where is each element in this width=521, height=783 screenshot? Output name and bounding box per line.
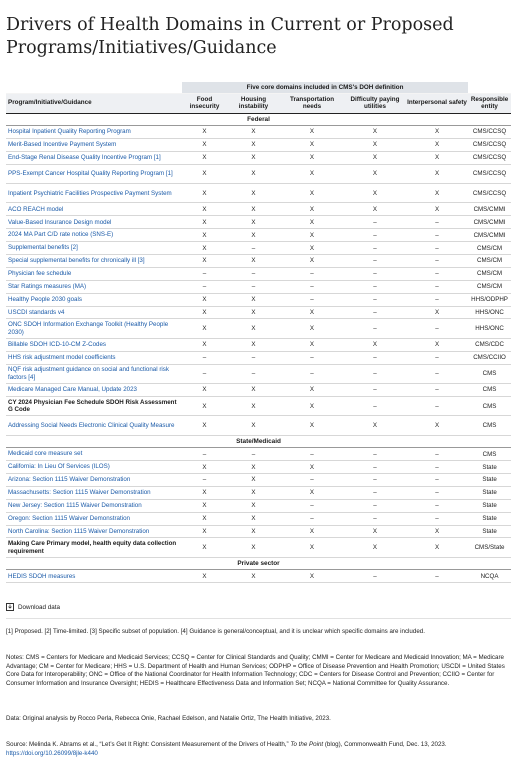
cell-housing-instability: X [227,396,280,415]
cell-transportation-needs: – [280,499,344,512]
cell-transportation-needs: X [280,126,344,139]
cell-food-insecurity: X [182,538,227,557]
program-link[interactable]: Billable SDOH ICD-10-CM Z-Codes [6,338,182,351]
section-header-row [6,557,511,570]
cell-transportation-needs: – [280,280,344,293]
cell-difficulty-paying-utilities: – [344,499,406,512]
section-label: Federal [6,113,511,126]
table-row [6,364,511,383]
table-row [6,570,511,583]
cell-responsible-entity: CMS/CCSQ [468,126,511,139]
cell-interpersonal-safety: – [406,267,468,280]
program-link[interactable]: Value-Based Insurance Design model [6,216,182,229]
program-link[interactable]: Oregon: Section 1115 Waiver Demonstration [6,512,182,525]
cell-responsible-entity: CMS/CM [468,255,511,268]
cell-housing-instability: X [227,126,280,139]
section-header-row [6,435,511,448]
source-blog-title: To the Point [290,741,324,748]
program-name: CY 2024 Physician Fee Schedule SDOH Risk Assessment G Code [6,396,182,415]
cell-transportation-needs: – [280,293,344,306]
cell-housing-instability: X [227,319,280,338]
cell-difficulty-paying-utilities: – [344,242,406,255]
cell-transportation-needs: X [280,229,344,242]
table-row [6,267,511,280]
cell-difficulty-paying-utilities: – [344,229,406,242]
cell-housing-instability: X [227,416,280,435]
footnote-markers: [1] Proposed. [2] Time-limited. [3] Specific subset of population. [4] Guidance is general/conceptual, and it is unclear which specific domains are included. [6,628,425,635]
cell-interpersonal-safety: X [406,538,468,557]
group-header-spacer [6,82,182,93]
download-icon [6,603,14,611]
cell-difficulty-paying-utilities: – [344,364,406,383]
group-header: Five core domains included in CMS's DOH definition [182,82,468,93]
source-middle: (blog), Commonwealth Fund, Dec. 13, 2023. [324,741,447,748]
table-row [6,338,511,351]
program-link[interactable]: Medicare Managed Care Manual, Update 2023 [6,384,182,397]
program-link[interactable]: Massachusetts: Section 1115 Waiver Demonstration [6,486,182,499]
table-row [6,461,511,474]
cell-housing-instability: – [227,364,280,383]
cell-transportation-needs: – [280,267,344,280]
cell-interpersonal-safety: X [406,203,468,216]
program-link[interactable]: End-Stage Renal Disease Quality Incentive Program [1] [6,151,182,164]
cell-interpersonal-safety: – [406,384,468,397]
cell-interpersonal-safety: – [406,448,468,461]
cell-responsible-entity: State [468,486,511,499]
cell-interpersonal-safety: – [406,319,468,338]
cell-responsible-entity: CMS/CMMI [468,216,511,229]
table-row [6,396,511,415]
cell-responsible-entity: CMS/CCSQ [468,138,511,151]
cell-responsible-entity: HHS/ONC [468,306,511,319]
cell-transportation-needs: X [280,461,344,474]
cell-transportation-needs: X [280,138,344,151]
cell-housing-instability: X [227,486,280,499]
table-row [6,351,511,364]
cell-food-insecurity: X [182,525,227,538]
cell-responsible-entity: CMS/CMMI [468,203,511,216]
cell-interpersonal-safety: – [406,242,468,255]
cell-interpersonal-safety: – [406,499,468,512]
cell-transportation-needs: X [280,242,344,255]
cell-food-insecurity: X [182,570,227,583]
cell-food-insecurity: – [182,351,227,364]
download-data-label: Download data [18,603,61,611]
cell-difficulty-paying-utilities: X [344,126,406,139]
program-link[interactable]: Addressing Social Needs Electronic Clinical Quality Measure [6,416,182,435]
cell-housing-instability: X [227,203,280,216]
table-row [6,229,511,242]
abbreviation-notes: Notes: CMS = Centers for Medicare and Medicaid Services; CCSQ = Center for Clinical Standards and Quality; CMMI = Center for Medicare and Medicaid Innovation; MA = Medicare Advantage; CM = Center for Medicare; HHS = U.S. Department of Health and Human Services; ODPHP = Office of Disease Prevention and Health Promotion; USCDI = United States Core Data for Interoperability; ONC = Office of the National Coordinator for Health Information Technology; CDC = Centers for Disease Control and Prevention; CCIIO = Center for Consumer Information and Insurance Oversight; HEDIS = Healthcare Effectiveness Data and Information Set; NCQA = National Committee for Quality Assurance. [6,654,505,688]
cell-interpersonal-safety: – [406,229,468,242]
cell-housing-instability: X [227,164,280,183]
cell-responsible-entity: CMS [468,364,511,383]
cell-food-insecurity: X [182,216,227,229]
program-link[interactable]: North Carolina: Section 1115 Waiver Demonstration [6,525,182,538]
cell-transportation-needs: X [280,384,344,397]
cell-food-insecurity: X [182,319,227,338]
program-link[interactable]: Physician fee schedule [6,267,182,280]
column-header-housing-instability: Housing instability [227,93,280,113]
cell-food-insecurity: X [182,255,227,268]
cell-responsible-entity: CMS/CM [468,280,511,293]
cell-responsible-entity: CMS/CCSQ [468,151,511,164]
cell-transportation-needs: X [280,319,344,338]
program-link[interactable]: Merit-Based Incentive Payment System [6,138,182,151]
program-link[interactable]: 2024 MA Part C/D rate notice (SNS-E) [6,229,182,242]
cell-interpersonal-safety: – [406,293,468,306]
cell-transportation-needs: – [280,473,344,486]
cell-housing-instability: X [227,229,280,242]
cell-difficulty-paying-utilities: – [344,306,406,319]
cell-food-insecurity: – [182,280,227,293]
cell-interpersonal-safety: X [406,338,468,351]
cell-transportation-needs: X [280,416,344,435]
cell-responsible-entity: CMS/State [468,538,511,557]
cell-responsible-entity: CMS/CDC [468,338,511,351]
cell-responsible-entity: CMS [468,416,511,435]
cell-interpersonal-safety: – [406,351,468,364]
cell-food-insecurity: – [182,448,227,461]
cell-responsible-entity: CMS/CCSQ [468,184,511,203]
column-header-responsible-entity: Responsible entity [468,93,511,113]
program-name: Making Care Primary model, health equity data collection requirement [6,538,182,557]
table-row [6,512,511,525]
table-row [6,184,511,203]
cell-difficulty-paying-utilities: – [344,267,406,280]
cell-difficulty-paying-utilities: – [344,319,406,338]
cell-transportation-needs: X [280,486,344,499]
cell-transportation-needs: X [280,203,344,216]
cell-interpersonal-safety: – [406,570,468,583]
cell-responsible-entity: CMS [468,448,511,461]
cell-food-insecurity: X [182,293,227,306]
cell-interpersonal-safety: X [406,138,468,151]
cell-housing-instability: – [227,280,280,293]
cell-food-insecurity: X [182,138,227,151]
cell-interpersonal-safety: – [406,364,468,383]
cell-interpersonal-safety: X [406,416,468,435]
cell-responsible-entity: CMS/CM [468,267,511,280]
section-header-row [6,113,511,126]
table-row [6,448,511,461]
cell-responsible-entity: NCQA [468,570,511,583]
table-row [6,280,511,293]
cell-food-insecurity: X [182,499,227,512]
cell-housing-instability: X [227,512,280,525]
cell-transportation-needs: X [280,525,344,538]
cell-interpersonal-safety: – [406,473,468,486]
download-data-link[interactable] [6,603,60,611]
group-header-spacer [468,82,511,93]
cell-interpersonal-safety: – [406,486,468,499]
cell-transportation-needs: X [280,570,344,583]
cell-interpersonal-safety: X [406,126,468,139]
cell-difficulty-paying-utilities: – [344,255,406,268]
program-link[interactable]: California: In Lieu Of Services (ILOS) [6,461,182,474]
cell-housing-instability: – [227,351,280,364]
cell-housing-instability: X [227,338,280,351]
column-header-difficulty-paying-utilities: Difficulty paying utilities [344,93,406,113]
cell-difficulty-paying-utilities: X [344,151,406,164]
cell-housing-instability: X [227,461,280,474]
cell-difficulty-paying-utilities: – [344,384,406,397]
cell-difficulty-paying-utilities: X [344,538,406,557]
cell-interpersonal-safety: – [406,255,468,268]
cell-transportation-needs: – [280,512,344,525]
table-row [6,473,511,486]
cell-responsible-entity: State [468,461,511,474]
cell-food-insecurity: X [182,184,227,203]
program-link[interactable]: Inpatient Psychiatric Facilities Prospective Payment System [6,184,182,203]
cell-interpersonal-safety: – [406,396,468,415]
column-header-food-insecurity: Food insecurity [182,93,227,113]
table-row [6,126,511,139]
cell-transportation-needs: – [280,448,344,461]
cell-difficulty-paying-utilities: – [344,293,406,306]
table-row [6,138,511,151]
cell-difficulty-paying-utilities: – [344,473,406,486]
source-doi-link[interactable]: https://doi.org/10.26099/8jle-k440 [6,749,98,757]
cell-food-insecurity: X [182,461,227,474]
cell-housing-instability: X [227,570,280,583]
domains-table [6,82,511,583]
cell-housing-instability: X [227,538,280,557]
cell-food-insecurity: – [182,267,227,280]
table-row [6,255,511,268]
cell-difficulty-paying-utilities: X [344,525,406,538]
cell-housing-instability: X [227,293,280,306]
cell-difficulty-paying-utilities: – [344,448,406,461]
cell-difficulty-paying-utilities: – [344,461,406,474]
column-header-transportation-needs: Transportation needs [280,93,344,113]
table-row [6,384,511,397]
cell-difficulty-paying-utilities: – [344,216,406,229]
program-link[interactable]: Healthy People 2030 goals [6,293,182,306]
cell-difficulty-paying-utilities: X [344,138,406,151]
table-row [6,486,511,499]
program-link[interactable]: HHS risk adjustment model coefficients [6,351,182,364]
table-row [6,306,511,319]
cell-difficulty-paying-utilities: – [344,570,406,583]
program-link[interactable]: Arizona: Section 1115 Waiver Demonstration [6,473,182,486]
cell-food-insecurity: – [182,364,227,383]
cell-interpersonal-safety: X [406,525,468,538]
cell-housing-instability: X [227,138,280,151]
column-header-program: Program/Initiative/Guidance [6,93,182,113]
cell-responsible-entity: State [468,473,511,486]
cell-responsible-entity: HHS/ONC [468,319,511,338]
cell-transportation-needs: X [280,306,344,319]
cell-interpersonal-safety: X [406,184,468,203]
data-credit: Data: Original analysis by Rocco Perla, Rebecca Onie, Rachael Edelson, and Natalie Ortiz, The Health Initiative, 2023. [6,715,331,722]
table-row [6,319,511,338]
cell-food-insecurity: X [182,229,227,242]
cell-food-insecurity: X [182,126,227,139]
table-row [6,164,511,183]
program-link[interactable]: ONC SDOH Information Exchange Toolkit (Healthy People 2030) [6,319,182,338]
source-prefix: Source: Melinda K. Abrams et al., “Let’s Get It Right: Consistent Measurement of the Drivers of Health,” [6,741,289,748]
cell-transportation-needs: X [280,216,344,229]
program-link[interactable]: Hospital Inpatient Quality Reporting Program [6,126,182,139]
cell-food-insecurity: X [182,486,227,499]
cell-responsible-entity: CMS [468,396,511,415]
section-label: Private sector [6,557,511,570]
table-row [6,216,511,229]
cell-transportation-needs: X [280,184,344,203]
table-row [6,151,511,164]
cell-difficulty-paying-utilities: – [344,486,406,499]
cell-interpersonal-safety: – [406,461,468,474]
cell-housing-instability: X [227,184,280,203]
cell-transportation-needs: X [280,396,344,415]
cell-interpersonal-safety: – [406,216,468,229]
cell-responsible-entity: CMS/CM [468,242,511,255]
cell-food-insecurity: X [182,164,227,183]
cell-difficulty-paying-utilities: X [344,416,406,435]
cell-responsible-entity: CMS/CCSQ [468,164,511,183]
cell-food-insecurity: – [182,473,227,486]
cell-housing-instability: X [227,384,280,397]
table-row [6,416,511,435]
program-link[interactable]: USCDI standards v4 [6,306,182,319]
cell-difficulty-paying-utilities: – [344,351,406,364]
cell-interpersonal-safety: X [406,151,468,164]
cell-housing-instability: X [227,306,280,319]
table-row [6,538,511,557]
cell-responsible-entity: HHS/ODPHP [468,293,511,306]
cell-interpersonal-safety: X [406,164,468,183]
cell-responsible-entity: CMS/CCIIO [468,351,511,364]
domains-table-container [6,82,511,583]
program-link[interactable]: Supplemental benefits [2] [6,242,182,255]
table-body [6,113,511,583]
cell-interpersonal-safety: X [406,306,468,319]
cell-transportation-needs: X [280,338,344,351]
divider [6,618,511,619]
cell-responsible-entity: State [468,512,511,525]
cell-responsible-entity: State [468,525,511,538]
page-title: Drivers of Health Domains in Current or Proposed Programs/Initiatives/Guidance [6,15,454,58]
cell-transportation-needs: X [280,538,344,557]
program-link[interactable]: Special supplemental benefits for chronically ill [3] [6,255,182,268]
cell-difficulty-paying-utilities: – [344,512,406,525]
program-link[interactable]: PPS-Exempt Cancer Hospital Quality Reporting Program [1] [6,164,182,183]
cell-housing-instability: X [227,525,280,538]
cell-transportation-needs: – [280,364,344,383]
cell-responsible-entity: CMS [468,384,511,397]
cell-difficulty-paying-utilities: – [344,280,406,293]
table-row [6,525,511,538]
cell-difficulty-paying-utilities: X [344,338,406,351]
program-link[interactable]: Medicaid core measure set [6,448,182,461]
cell-difficulty-paying-utilities: X [344,164,406,183]
cell-responsible-entity: State [468,499,511,512]
program-link[interactable]: Star Ratings measures (MA) [6,280,182,293]
source-citation [6,741,511,758]
program-link[interactable]: NQF risk adjustment guidance on social and functional risk factors [4] [6,364,182,383]
cell-food-insecurity: X [182,512,227,525]
table-row [6,203,511,216]
cell-housing-instability: X [227,473,280,486]
table-row [6,293,511,306]
cell-transportation-needs: X [280,164,344,183]
column-header-interpersonal-safety: Interpersonal safety [406,93,468,113]
cell-interpersonal-safety: – [406,280,468,293]
cell-food-insecurity: X [182,338,227,351]
cell-housing-instability: X [227,216,280,229]
cell-transportation-needs: X [280,255,344,268]
cell-housing-instability: – [227,267,280,280]
program-link[interactable]: ACO REACH model [6,203,182,216]
cell-difficulty-paying-utilities: X [344,184,406,203]
cell-food-insecurity: X [182,203,227,216]
cell-food-insecurity: X [182,151,227,164]
section-label: State/Medicaid [6,435,511,448]
cell-difficulty-paying-utilities: X [344,203,406,216]
cell-housing-instability: X [227,499,280,512]
cell-transportation-needs: – [280,351,344,364]
cell-housing-instability: X [227,255,280,268]
cell-food-insecurity: X [182,306,227,319]
cell-food-insecurity: X [182,396,227,415]
cell-transportation-needs: X [280,151,344,164]
cell-food-insecurity: X [182,416,227,435]
cell-housing-instability: – [227,242,280,255]
cell-difficulty-paying-utilities: – [344,396,406,415]
table-row [6,499,511,512]
program-link[interactable]: HEDIS SDOH measures [6,570,182,583]
cell-housing-instability: X [227,151,280,164]
cell-responsible-entity: CMS/CMMI [468,229,511,242]
cell-interpersonal-safety: – [406,512,468,525]
cell-food-insecurity: X [182,242,227,255]
program-link[interactable]: New Jersey: Section 1115 Waiver Demonstration [6,499,182,512]
cell-housing-instability: – [227,448,280,461]
table-row [6,242,511,255]
cell-food-insecurity: X [182,384,227,397]
